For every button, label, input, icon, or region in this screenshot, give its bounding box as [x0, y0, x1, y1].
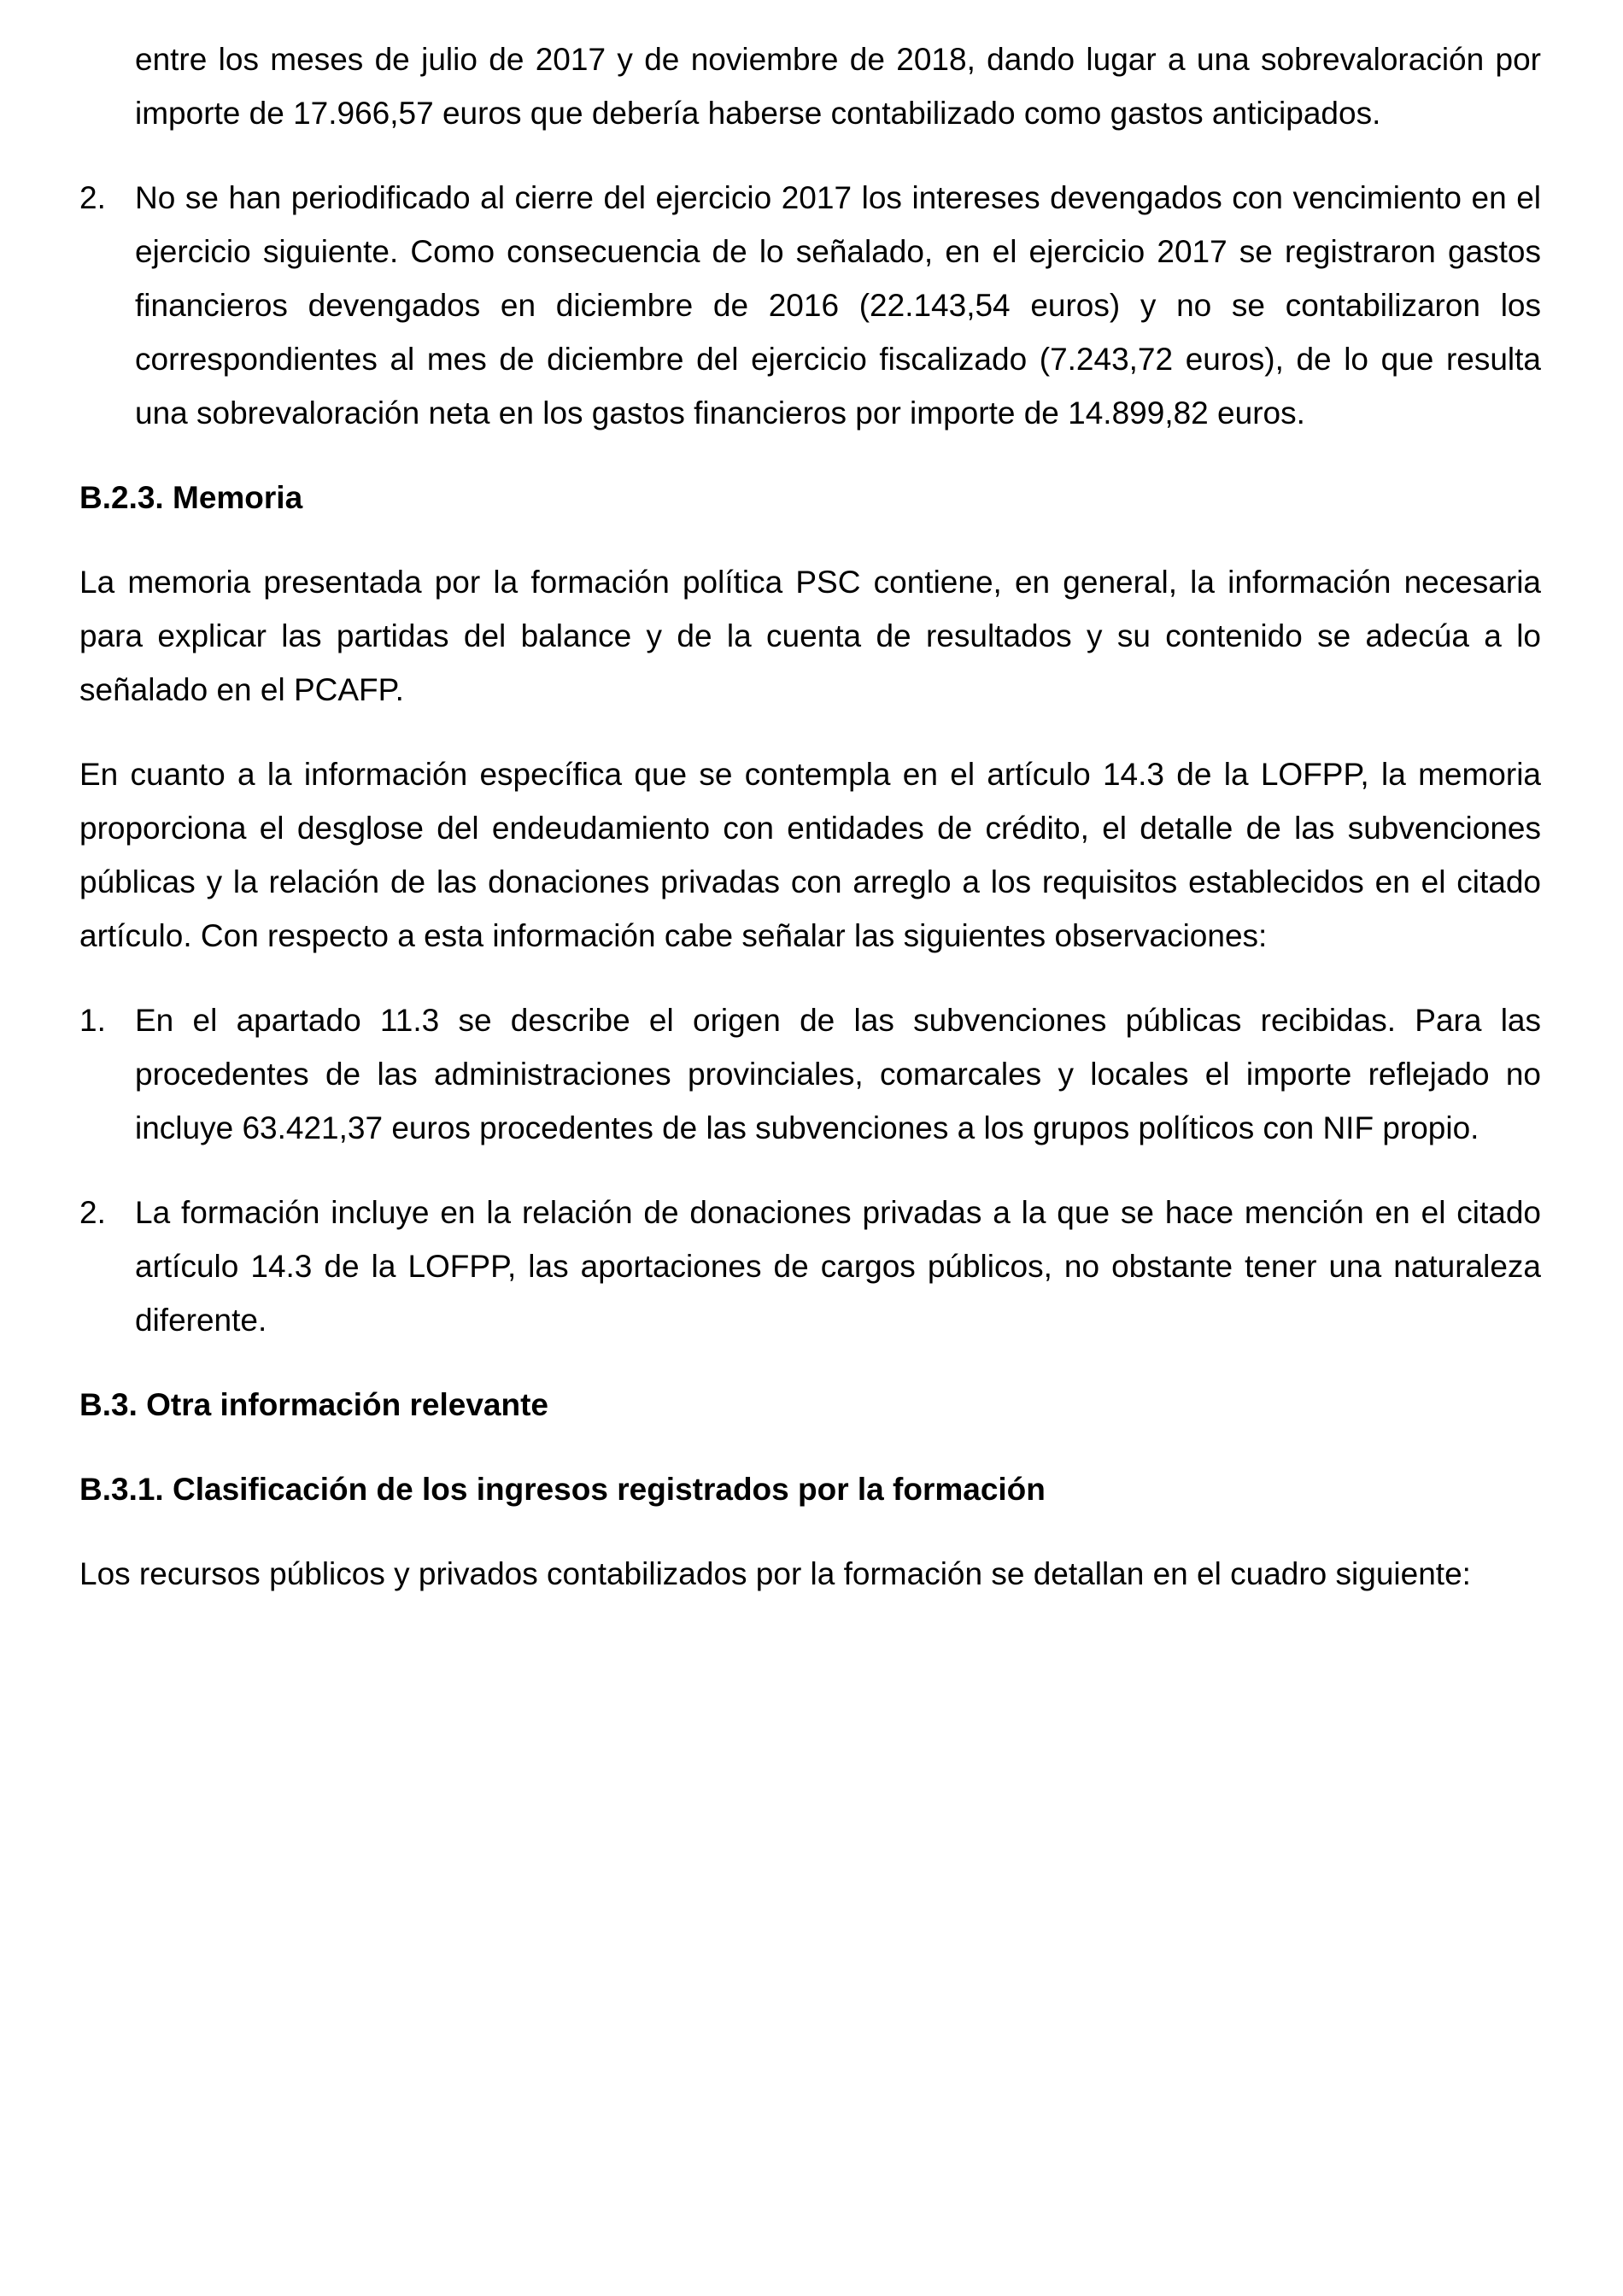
list-item-number: 2.: [79, 180, 106, 215]
list-item: [79, 1186, 1541, 1347]
list-item: [79, 993, 1541, 1155]
paragraph-memoria-2: En cuanto a la información específica que se contempla en el artículo 14.3 de la LOFPP, la memoria proporciona el desglose del endeudamiento con entidades de crédito, el detalle de las subvenciones públicas y la relación de las donaciones privadas con arreglo a los requisitos establecidos en el citado artículo. Con respecto a esta información cabe señalar las siguientes observaciones:: [79, 757, 1541, 953]
list-item-text: En el apartado 11.3 se describe el origen de las subvenciones públicas recibidas. Para las procedentes de las administraciones provinciales, comarcales y locales el importe reflejado no incluye 63.421,37 euros procedentes de las subvenciones a los grupos políticos con NIF propio.: [135, 1003, 1541, 1145]
list-item-text: La formación incluye en la relación de donaciones privadas a la que se hace mención en el citado artículo 14.3 de la LOFPP, las aportaciones de cargos públicos, no obstante tener una naturaleza diferente.: [135, 1195, 1541, 1338]
list-item-text: No se han periodificado al cierre del ejercicio 2017 los intereses devengados con vencimiento en el ejercicio siguiente. Como consecuencia de lo señalado, en el ejercicio 2017 se registraron gastos financieros devengados en diciembre de 2016 (22.143,54 euros) y no se contabilizaron los correspondientes al mes de diciembre del ejercicio fiscalizado (7.243,72 euros), de lo que resulta una sobrevaloración neta en los gastos financieros por importe de 14.899,82 euros.: [135, 180, 1541, 430]
section-heading-b31: B.3.1. Clasificación de los ingresos registrados por la formación: [79, 1472, 1046, 1507]
list-item-number: 1.: [79, 1003, 106, 1038]
paragraph-memoria-1: La memoria presentada por la formación política PSC contiene, en general, la información necesaria para explicar las partidas del balance y de la cuenta de resultados y su contenido se adecúa a lo señalado en el PCAFP.: [79, 565, 1541, 707]
section-heading-b23: B.2.3. Memoria: [79, 480, 303, 515]
list-item-number: 2.: [79, 1195, 106, 1230]
document-page: [79, 32, 1541, 1601]
continuation-paragraph: entre los meses de julio de 2017 y de noviembre de 2018, dando lugar a una sobrevaloración por importe de 17.966,57 euros que debería haberse contabilizado como gastos anticipados.: [135, 42, 1541, 131]
section-heading-b3: B.3. Otra información relevante: [79, 1387, 549, 1422]
list-item: [79, 171, 1541, 440]
paragraph-final: Los recursos públicos y privados contabilizados por la formación se detallan en el cuadro siguiente:: [79, 1556, 1471, 1591]
